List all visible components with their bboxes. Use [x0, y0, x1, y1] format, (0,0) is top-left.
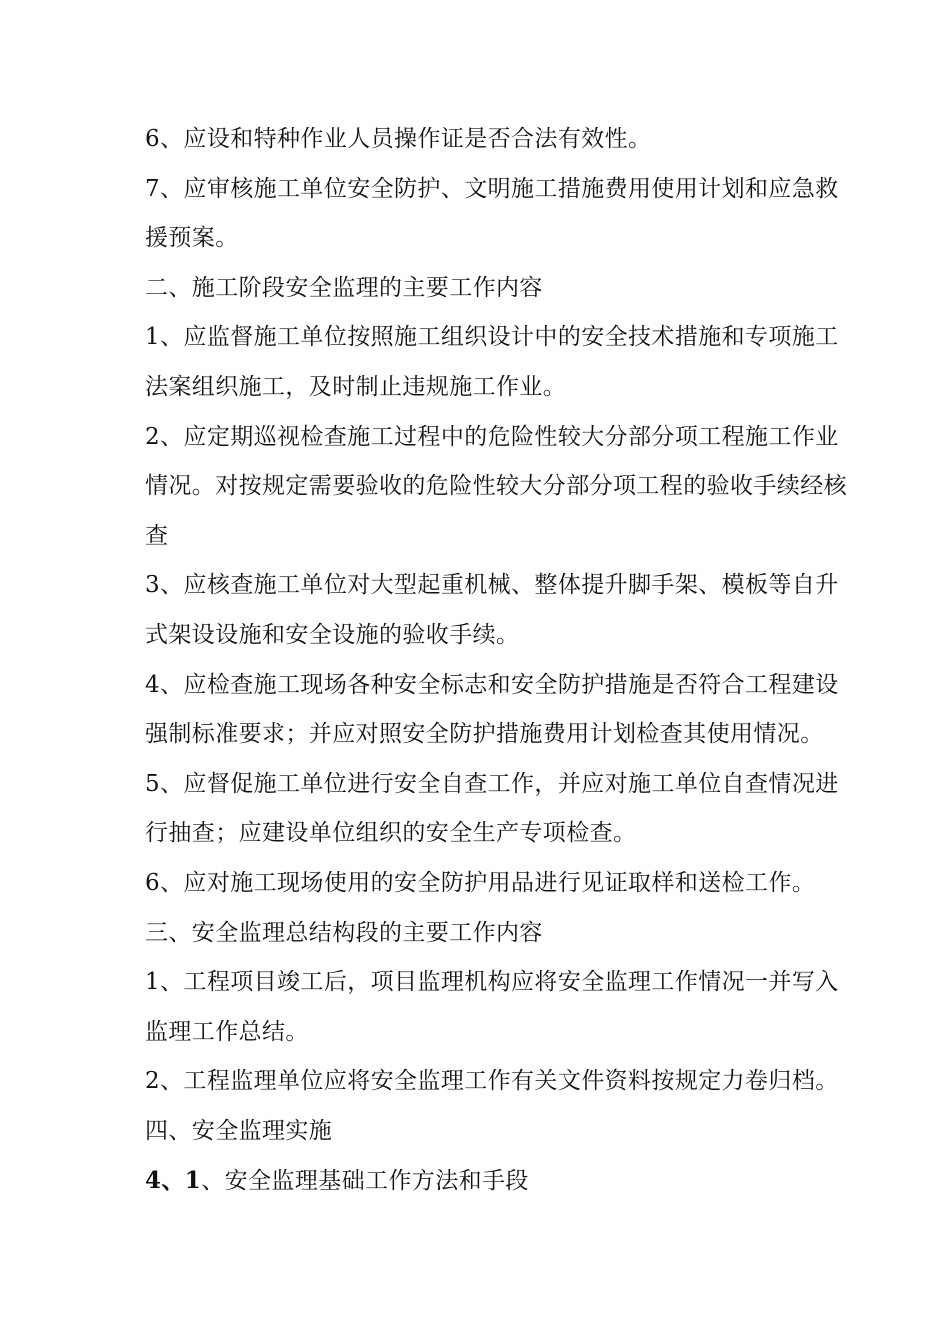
paragraph-line: 行抽查；应建设单位组织的安全生产专项检查。 — [145, 820, 637, 847]
paragraph-line: 监理工作总结。 — [145, 1018, 309, 1045]
paragraph-line: 3、应核查施工单位对大型起重机械、整体提升脚手架、模板等自升 — [145, 572, 839, 599]
section-heading: 三、安全监理总结构段的主要工作内容 — [145, 919, 543, 946]
paragraph-line: 6、应对施工现场使用的安全防护用品进行见证取样和送检工作。 — [145, 869, 816, 896]
paragraph-line: 2、工程监理单位应将安全监理工作有关文件资料按规定力卷归档。 — [145, 1068, 839, 1095]
subsection-heading — [145, 1156, 810, 1206]
section-heading: 二、施工阶段安全监理的主要工作内容 — [145, 274, 543, 301]
paragraph-line: 1、应监督施工单位按照施工组织设计中的安全技术措施和专项施工 — [145, 324, 839, 351]
paragraph-line: 援预案。 — [145, 225, 239, 252]
paragraph-line: 情况。对按规定需要验收的危险性较大分部分项工程的验收手续经核 — [145, 473, 847, 500]
paragraph-line: 式架设设施和安全设施的验收手续。 — [145, 621, 520, 648]
paragraph-line: 7、应审核施工单位安全防护、文明施工措施费用使用计划和应急救 — [145, 175, 839, 202]
paragraph-line: 法案组织施工，及时制止违规施工作业。 — [145, 373, 567, 400]
paragraph-line: 查 — [145, 522, 169, 549]
section-heading: 四、安全监理实施 — [145, 1117, 333, 1144]
paragraph-line: 强制标准要求；并应对照安全防护措施费用计划检查其使用情况。 — [145, 721, 824, 748]
paragraph-line: 6、应设和特种作业人员操作证是否合法有效性。 — [145, 126, 652, 152]
subsection-number: 4、1 — [145, 1167, 202, 1195]
paragraph-line: 1、工程项目竣工后，项目监理机构应将安全监理工作情况一并写入 — [145, 969, 839, 996]
paragraph-line: 2、应定期巡视检查施工过程中的危险性较大分部分项工程施工作业 — [145, 423, 839, 450]
document-body — [145, 115, 847, 1206]
paragraph-line: 4、应检查施工现场各种安全标志和安全防护措施是否符合工程建设 — [145, 671, 839, 698]
subsection-title: 、安全监理基础工作方法和手段 — [201, 1168, 529, 1195]
paragraph-line: 5、应督促施工单位进行安全自查工作，并应对施工单位自查情况进 — [145, 770, 839, 797]
